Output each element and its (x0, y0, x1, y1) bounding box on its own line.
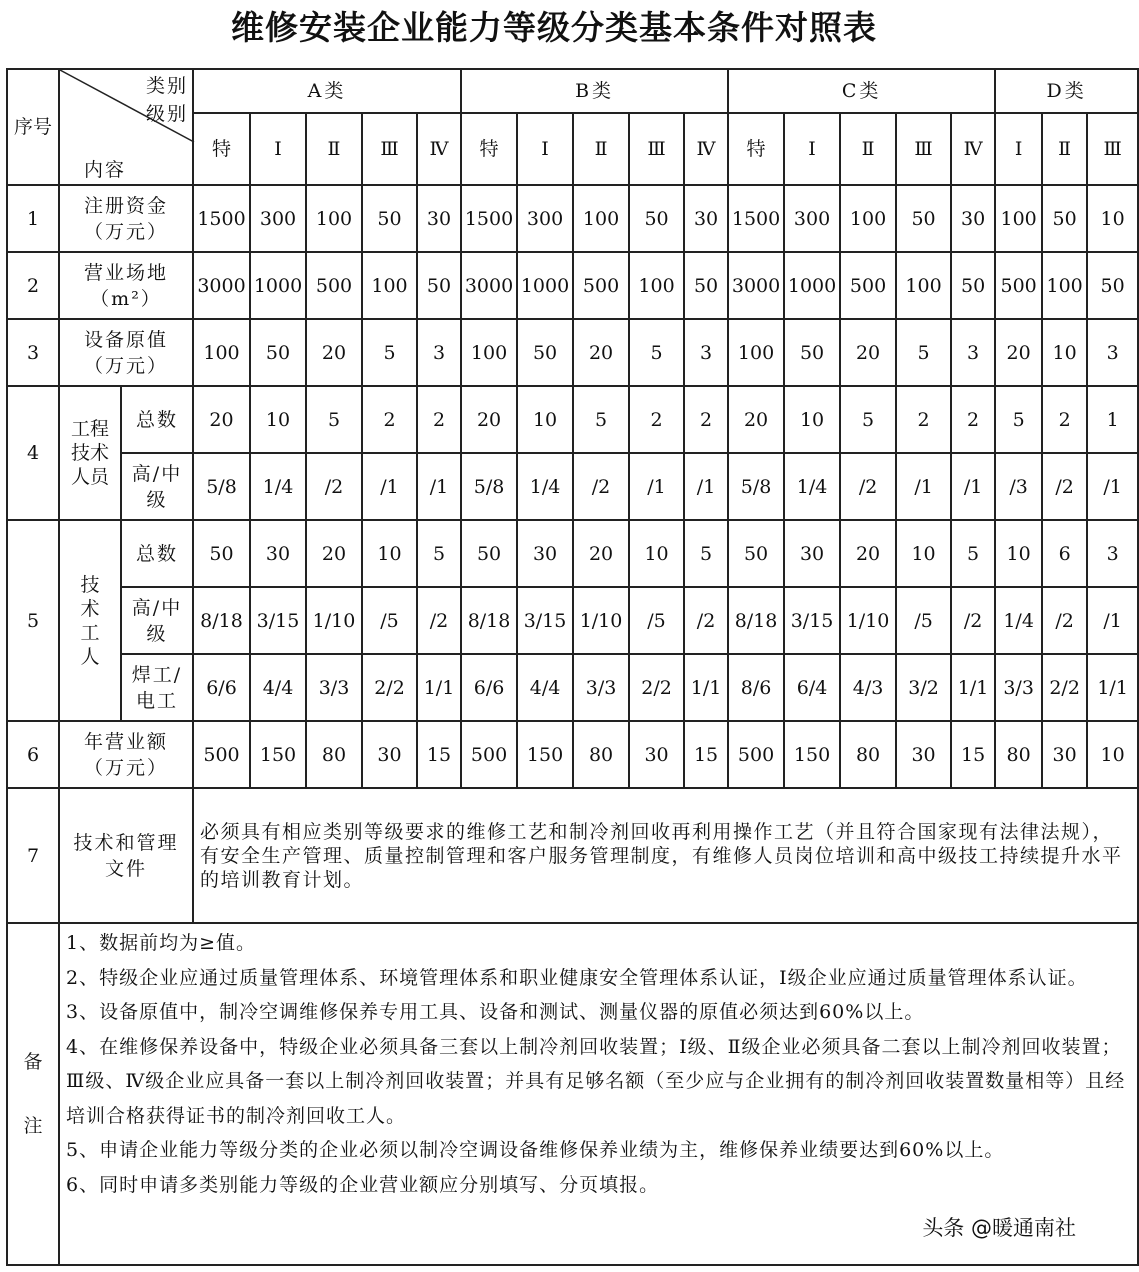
value-cell: 2 (629, 386, 684, 453)
value-cell: /5 (362, 587, 417, 654)
sub-label-line: 电工 (135, 689, 178, 712)
value-cell: 50 (517, 319, 573, 386)
value-cell: 3/3 (573, 654, 629, 721)
value-cell: 300 (784, 185, 840, 252)
value-cell: 500 (840, 252, 896, 319)
category-c-header: C类 (728, 69, 995, 113)
value-cell: /1 (951, 453, 995, 520)
value-cell: 5 (995, 386, 1042, 453)
value-cell: 500 (728, 721, 784, 788)
notes-label-line: 备 (23, 1051, 43, 1073)
row-label-line: 技术和管理 (73, 831, 179, 854)
value-cell: 5 (629, 319, 684, 386)
value-cell: 15 (684, 721, 728, 788)
row-label-line: 营业场地 (83, 261, 168, 284)
value-cell: 100 (461, 319, 517, 386)
value-cell: 80 (573, 721, 629, 788)
value-cell: /1 (417, 453, 461, 520)
value-cell: /1 (1087, 587, 1138, 654)
value-cell: 20 (306, 520, 362, 587)
value-cell: 2 (684, 386, 728, 453)
value-cell: 1/1 (684, 654, 728, 721)
value-cell: 50 (784, 319, 840, 386)
sub-label-line: 焊工/ (131, 663, 183, 686)
sub-label-line: 高/中 (131, 596, 183, 619)
value-cell: 50 (1042, 185, 1087, 252)
table-row (7, 654, 1138, 721)
value-cell: 30 (784, 520, 840, 587)
value-cell: 1/1 (951, 654, 995, 721)
value-cell: 1/4 (784, 453, 840, 520)
seq-cell: 2 (7, 252, 59, 319)
value-cell: /1 (896, 453, 951, 520)
grade-header: Ⅳ (417, 113, 461, 185)
value-cell: /2 (951, 587, 995, 654)
value-cell: 50 (417, 252, 461, 319)
watermark-text: 头条 @暖通南社 (918, 1212, 1080, 1242)
value-cell: 3/2 (896, 654, 951, 721)
value-cell: /2 (306, 453, 362, 520)
diag-label-grade: 级别 (145, 103, 188, 125)
page-title: 维修安装企业能力等级分类基本条件对照表 (231, 8, 877, 47)
value-cell: 10 (1087, 721, 1138, 788)
sub-label (121, 587, 193, 654)
seq-cell: 3 (7, 319, 59, 386)
seq-cell: 7 (7, 788, 59, 923)
table-row (7, 252, 1138, 319)
value-cell: 5 (951, 520, 995, 587)
value-cell: /1 (1087, 453, 1138, 520)
value-cell: 6/6 (461, 654, 517, 721)
grade-header: 特 (461, 113, 517, 185)
value-cell: 1/4 (517, 453, 573, 520)
row-label-line: （万元） (83, 756, 168, 779)
header-row-categories (7, 69, 1138, 113)
value-cell: 8/18 (461, 587, 517, 654)
value-cell: 10 (362, 520, 417, 587)
value-cell: 30 (629, 721, 684, 788)
row-label (59, 319, 193, 386)
value-cell: 50 (951, 252, 995, 319)
value-cell: 2/2 (629, 654, 684, 721)
table-row (7, 453, 1138, 520)
group-label-line: 工程 (70, 418, 109, 440)
grade-header: Ⅲ (629, 113, 684, 185)
value-cell: 20 (193, 386, 250, 453)
value-cell: 150 (517, 721, 573, 788)
sub-label-line: 高/中 (131, 462, 183, 485)
row-label-line: 设备原值 (83, 328, 168, 351)
value-cell: 3/15 (250, 587, 306, 654)
value-cell: 100 (1042, 252, 1087, 319)
sub-label (121, 654, 193, 721)
group-label-line: 人员 (70, 466, 109, 488)
value-cell: 5 (417, 520, 461, 587)
value-cell: 100 (840, 185, 896, 252)
value-cell: 5 (362, 319, 417, 386)
value-cell: 1000 (517, 252, 573, 319)
diagonal-header-cell (59, 69, 193, 185)
row-label-line: （万元） (83, 220, 168, 243)
grade-header: 特 (728, 113, 784, 185)
value-cell: 20 (573, 520, 629, 587)
row-label-line: 年营业额 (83, 730, 168, 753)
value-cell: 100 (728, 319, 784, 386)
row-label-line: （m²） (90, 287, 162, 310)
value-cell: 1500 (461, 185, 517, 252)
note-item: 3、设备原值中，制冷空调维修保养专用工具、设备和测试、测量仪器的原值必须达到60%以上。 (66, 1001, 925, 1023)
value-cell: 30 (896, 721, 951, 788)
value-cell: 10 (250, 386, 306, 453)
value-cell: 15 (951, 721, 995, 788)
category-a-header: A类 (193, 69, 461, 113)
value-cell: 10 (1042, 319, 1087, 386)
value-cell: 50 (250, 319, 306, 386)
value-cell: 30 (1042, 721, 1087, 788)
sub-label (121, 453, 193, 520)
value-cell: 1/10 (306, 587, 362, 654)
value-cell: 300 (517, 185, 573, 252)
row-label-line: 文件 (104, 857, 147, 880)
value-cell: 1 (1087, 386, 1138, 453)
value-cell: /2 (417, 587, 461, 654)
value-cell: 3000 (728, 252, 784, 319)
category-b-header: B类 (461, 69, 728, 113)
value-cell: 2 (896, 386, 951, 453)
grade-header: Ⅰ (995, 113, 1042, 185)
value-cell: 1/10 (840, 587, 896, 654)
value-cell: 20 (840, 319, 896, 386)
value-cell: 3000 (193, 252, 250, 319)
value-cell: 6/4 (784, 654, 840, 721)
technical-docs-text: 必须具有相应类别等级要求的维修工艺和制冷剂回收再利用操作工艺（并且符合国家现有法律法规），有安全生产管理、质量控制管理和客户服务管理制度，有维修人员岗位培训和高中级技工持续提升水平的培训教育计划。 (193, 788, 1138, 923)
value-cell: 3/3 (995, 654, 1042, 721)
grade-header: Ⅰ (517, 113, 573, 185)
row-label-line: 注册资金 (83, 194, 168, 217)
value-cell: 15 (417, 721, 461, 788)
value-cell: 100 (573, 185, 629, 252)
value-cell: /1 (362, 453, 417, 520)
diag-label-content: 内容 (84, 159, 127, 181)
value-cell: 4/4 (250, 654, 306, 721)
grade-header: Ⅰ (250, 113, 306, 185)
value-cell: /5 (629, 587, 684, 654)
value-cell: 5 (684, 520, 728, 587)
value-cell: 20 (728, 386, 784, 453)
value-cell: 5/8 (461, 453, 517, 520)
diag-label-category: 类别 (145, 75, 188, 97)
value-cell: 4/4 (517, 654, 573, 721)
value-cell: 6 (1042, 520, 1087, 587)
value-cell: /2 (684, 587, 728, 654)
grade-header: Ⅱ (1042, 113, 1087, 185)
value-cell: 50 (461, 520, 517, 587)
value-cell: 1/4 (250, 453, 306, 520)
group-label-line: 技 (80, 573, 100, 596)
value-cell: 50 (193, 520, 250, 587)
value-cell: 500 (193, 721, 250, 788)
value-cell: 100 (193, 319, 250, 386)
seq-cell: 1 (7, 185, 59, 252)
value-cell: 20 (461, 386, 517, 453)
grade-header: Ⅰ (784, 113, 840, 185)
note-item: 6、同时申请多类别能力等级的企业营业额应分别填写、分页填报。 (66, 1173, 660, 1196)
table-row (7, 587, 1138, 654)
value-cell: 50 (629, 185, 684, 252)
group-label (59, 386, 121, 520)
value-cell: 8/18 (728, 587, 784, 654)
table-row-technical-docs (7, 788, 1138, 923)
value-cell: 1/10 (573, 587, 629, 654)
value-cell: 30 (951, 185, 995, 252)
value-cell: /2 (840, 453, 896, 520)
value-cell: 2 (362, 386, 417, 453)
value-cell: 3 (951, 319, 995, 386)
value-cell: 10 (517, 386, 573, 453)
row-label (59, 788, 193, 923)
row-label (59, 252, 193, 319)
value-cell: 30 (362, 721, 417, 788)
table-row (7, 386, 1138, 453)
notes-label-line: 注 (23, 1115, 43, 1137)
value-cell: 50 (684, 252, 728, 319)
value-cell: 3/15 (517, 587, 573, 654)
value-cell: 20 (573, 319, 629, 386)
value-cell: 2 (417, 386, 461, 453)
value-cell: 10 (784, 386, 840, 453)
value-cell: /3 (995, 453, 1042, 520)
value-cell: 100 (362, 252, 417, 319)
value-cell: 150 (784, 721, 840, 788)
grade-header: Ⅳ (951, 113, 995, 185)
group-label-line: 工 (80, 621, 100, 644)
grade-header: Ⅱ (840, 113, 896, 185)
value-cell: 3 (684, 319, 728, 386)
sub-label-line: 级 (146, 622, 168, 645)
sub-label: 总数 (121, 386, 193, 453)
value-cell: /1 (629, 453, 684, 520)
note-item: 5、申请企业能力等级分类的企业必须以制冷空调设备维修保养业绩为主，维修保养业绩要达到60%以上。 (66, 1139, 1005, 1161)
seq-header: 序号 (7, 69, 59, 185)
value-cell: 10 (629, 520, 684, 587)
value-cell: 500 (306, 252, 362, 319)
group-label-line: 人 (80, 645, 100, 668)
value-cell: 5 (573, 386, 629, 453)
value-cell: 5/8 (728, 453, 784, 520)
value-cell: 30 (417, 185, 461, 252)
notes-label (7, 923, 59, 1265)
value-cell: 5/8 (193, 453, 250, 520)
grade-header: 特 (193, 113, 250, 185)
category-d-header: D类 (995, 69, 1138, 113)
value-cell: 80 (306, 721, 362, 788)
value-cell: 3 (417, 319, 461, 386)
value-cell: 500 (995, 252, 1042, 319)
seq-cell: 4 (7, 386, 59, 520)
value-cell: 1/1 (1087, 654, 1138, 721)
value-cell: 1000 (784, 252, 840, 319)
row-label-line: （万元） (83, 354, 168, 377)
value-cell: 1/4 (995, 587, 1042, 654)
group-label-line: 技术 (70, 442, 109, 464)
comparison-table (6, 68, 1139, 1266)
table-row (7, 520, 1138, 587)
value-cell: 8/6 (728, 654, 784, 721)
value-cell: 3000 (461, 252, 517, 319)
value-cell: 300 (250, 185, 306, 252)
value-cell: 500 (461, 721, 517, 788)
value-cell: 100 (629, 252, 684, 319)
value-cell: 20 (306, 319, 362, 386)
value-cell: /2 (1042, 587, 1087, 654)
value-cell: 100 (995, 185, 1042, 252)
value-cell: 100 (896, 252, 951, 319)
table-row (7, 185, 1138, 252)
row-label (59, 185, 193, 252)
note-item: 4、在维修保养设备中，特级企业必须具备三套以上制冷剂回收装置；Ⅰ级、Ⅱ级企业必须具备二套以上制冷剂回收装置；Ⅲ级、Ⅳ级企业应具备一套以上制冷剂回收装置；并具有足够名额（至少应与企业拥有的制冷剂回收装置数量相等）且经培训合格获得证书的制冷剂回收工人。 (66, 1035, 1126, 1127)
table-row (7, 319, 1138, 386)
sub-label-line: 级 (146, 488, 168, 511)
value-cell: 100 (306, 185, 362, 252)
value-cell: 6/6 (193, 654, 250, 721)
value-cell: 10 (995, 520, 1042, 587)
value-cell: 1500 (728, 185, 784, 252)
value-cell: 2/2 (362, 654, 417, 721)
value-cell: 150 (250, 721, 306, 788)
group-label (59, 520, 121, 721)
value-cell: 50 (362, 185, 417, 252)
value-cell: 1500 (193, 185, 250, 252)
sub-label: 总数 (121, 520, 193, 587)
grade-header: Ⅲ (1087, 113, 1138, 185)
value-cell: /2 (1042, 453, 1087, 520)
grade-header: Ⅱ (573, 113, 629, 185)
seq-cell: 6 (7, 721, 59, 788)
value-cell: 80 (995, 721, 1042, 788)
value-cell: 4/3 (840, 654, 896, 721)
value-cell: 8/18 (193, 587, 250, 654)
table-row (7, 721, 1138, 788)
value-cell: 20 (840, 520, 896, 587)
value-cell: 30 (684, 185, 728, 252)
grade-header: Ⅳ (684, 113, 728, 185)
seq-cell: 5 (7, 520, 59, 721)
value-cell: 5 (896, 319, 951, 386)
value-cell: 50 (896, 185, 951, 252)
value-cell: /1 (684, 453, 728, 520)
value-cell: 10 (1087, 185, 1138, 252)
row-label (59, 721, 193, 788)
value-cell: 3 (1087, 520, 1138, 587)
value-cell: 50 (728, 520, 784, 587)
value-cell: 30 (250, 520, 306, 587)
value-cell: 10 (896, 520, 951, 587)
value-cell: 1/1 (417, 654, 461, 721)
value-cell: 2 (951, 386, 995, 453)
value-cell: 1000 (250, 252, 306, 319)
value-cell: 3/15 (784, 587, 840, 654)
grade-header: Ⅱ (306, 113, 362, 185)
value-cell: 20 (995, 319, 1042, 386)
group-label-line: 术 (80, 597, 100, 620)
grade-header: Ⅲ (896, 113, 951, 185)
value-cell: 80 (840, 721, 896, 788)
value-cell: 3/3 (306, 654, 362, 721)
value-cell: 50 (1087, 252, 1138, 319)
note-item: 1、数据前均为≥值。 (66, 932, 257, 954)
value-cell: 30 (517, 520, 573, 587)
grade-header: Ⅲ (362, 113, 417, 185)
value-cell: /5 (896, 587, 951, 654)
value-cell: /2 (573, 453, 629, 520)
value-cell: 500 (573, 252, 629, 319)
note-item: 2、特级企业应通过质量管理体系、环境管理体系和职业健康安全管理体系认证，Ⅰ级企业应通过质量管理体系认证。 (66, 966, 1088, 989)
value-cell: 2/2 (1042, 654, 1087, 721)
value-cell: 5 (306, 386, 362, 453)
value-cell: 2 (1042, 386, 1087, 453)
value-cell: 5 (840, 386, 896, 453)
value-cell: 3 (1087, 319, 1138, 386)
